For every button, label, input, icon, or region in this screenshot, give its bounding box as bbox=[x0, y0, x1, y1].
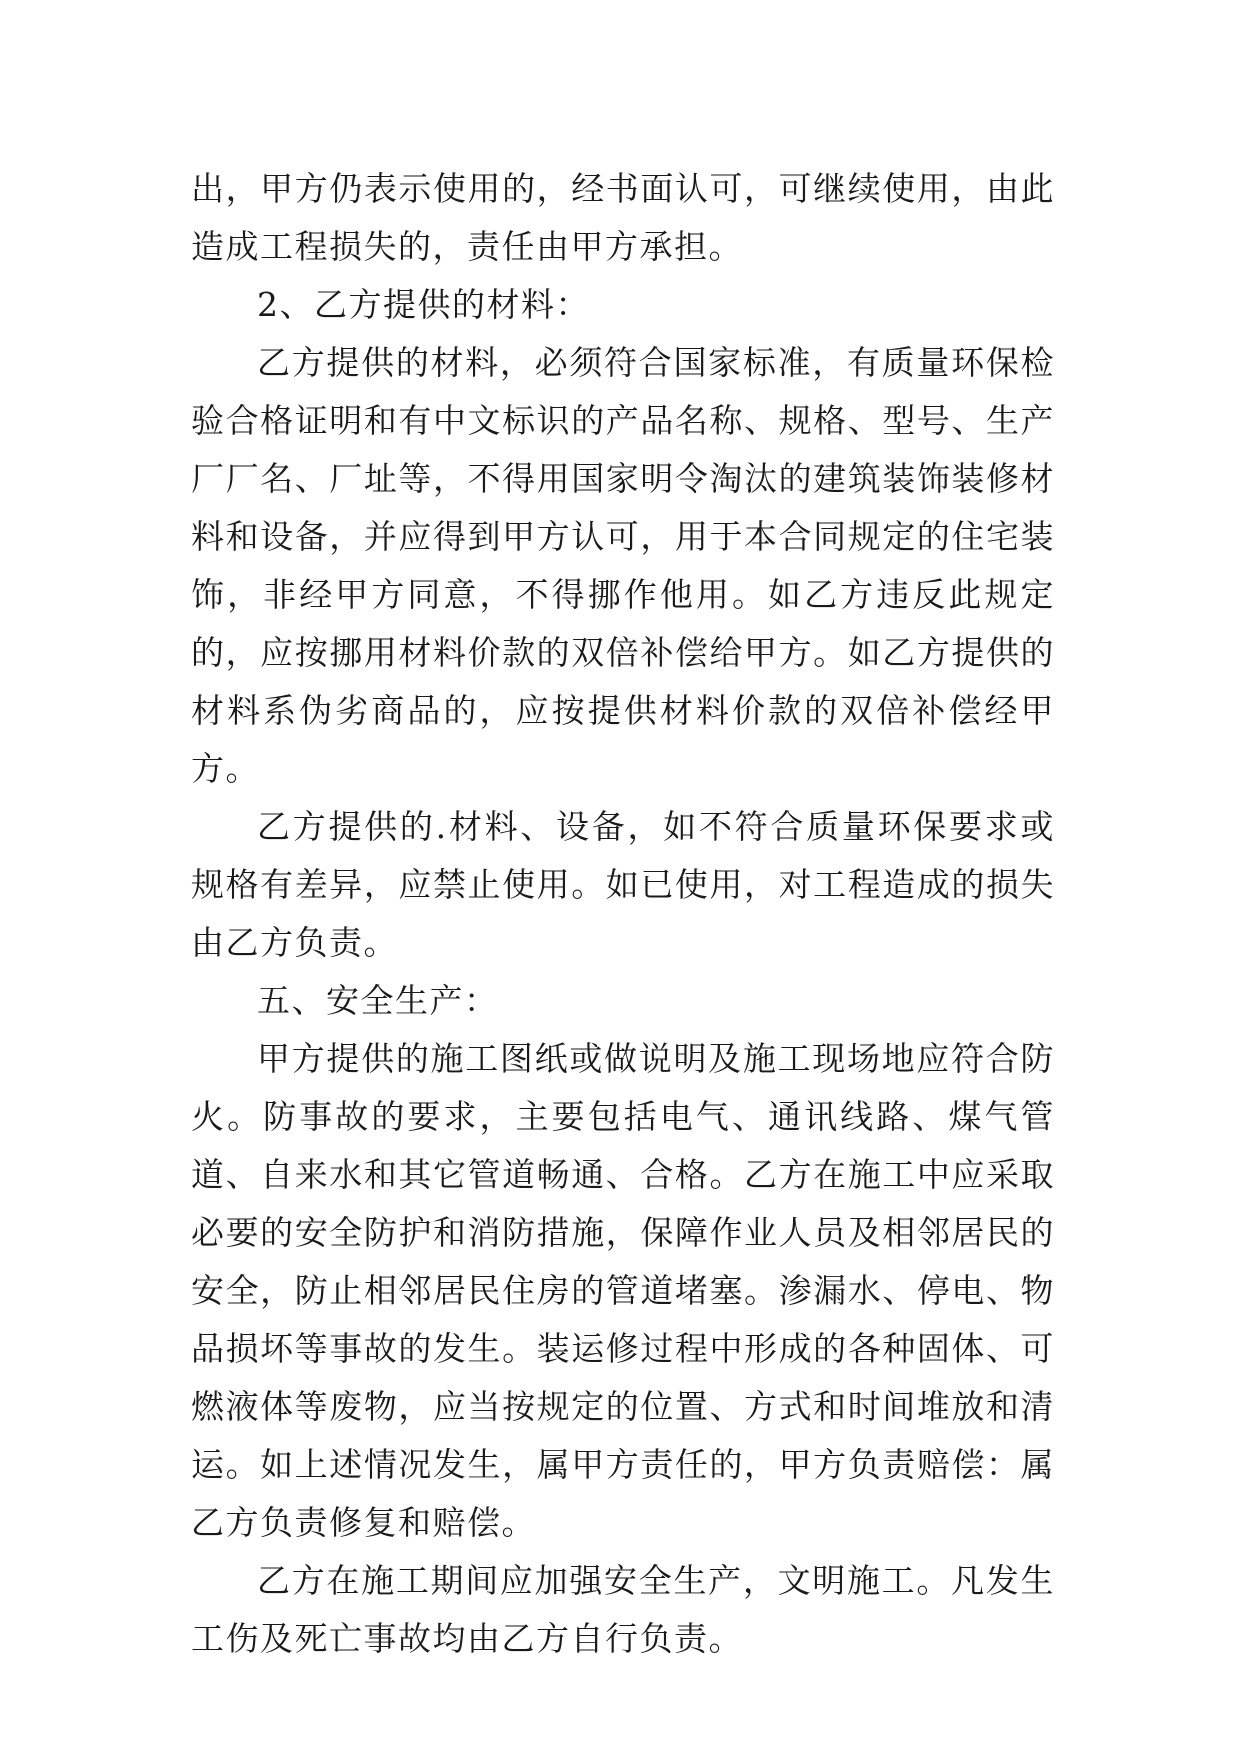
paragraph-materials-standards: 乙方提供的材料，必须符合国家标准，有质量环保检验合格证明和有中文标识的产品名称、规格、型号、生产厂厂名、厂址等，不得用国家明令淘汰的建筑装饰装修材料和设备，并应得到甲方认可，用于本合同规定的住宅装饰，非经甲方同意，不得挪作他用。如乙方违反此规定的，应按挪用材料价款的双倍补偿给甲方。如乙方提供的材料系伪劣商品的，应按提供材料价款的双倍补偿经甲方。 bbox=[191, 343, 1055, 788]
paragraph-safety-responsibility: 乙方在施工期间应加强安全生产，文明施工。凡发生工伤及死亡事故均由乙方自行负责。 bbox=[191, 1561, 1055, 1658]
section-heading-safety: 五、安全生产： bbox=[257, 981, 499, 1020]
paragraph-materials-quality: 乙方提供的.材料、设备，如不符合质量环保要求或规格有差异，应禁止使用。如已使用，对工程造成的损失由乙方负责。 bbox=[191, 807, 1055, 962]
paragraph-safety-requirements: 甲方提供的施工图纸或做说明及施工现场地应符合防火。防事故的要求，主要包括电气、通讯线路、煤气管道、自来水和其它管道畅通、合格。乙方在施工中应采取必要的安全防护和消防措施，保障作业人员及相邻居民的安全，防止相邻居民住房的管道堵塞。渗漏水、停电、物品损坏等事故的发生。装运修过程中形成的各种固体、可燃液体等废物，应当按规定的位置、方式和时间堆放和清运。如上述情况发生，属甲方责任的，甲方负责赔偿：属乙方负责修复和赔偿。 bbox=[191, 1039, 1055, 1542]
document-body bbox=[191, 160, 1055, 1668]
paragraph-continuation: 出，甲方仍表示使用的，经书面认可，可继续使用，由此造成工程损失的，责任由甲方承担。 bbox=[191, 169, 1055, 266]
paragraph-heading-materials: 2、乙方提供的材料： bbox=[257, 285, 590, 324]
